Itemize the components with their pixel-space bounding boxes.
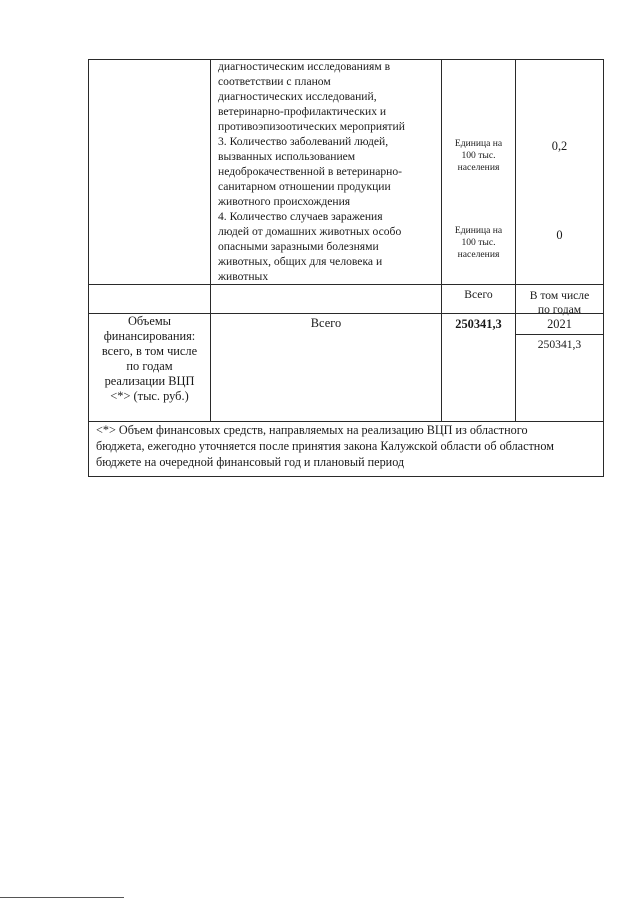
value-indicator-3: 0,2 <box>551 139 568 153</box>
indicator-line: вызванных использованием <box>218 150 356 163</box>
financing-label-line: по годам <box>126 359 173 373</box>
unit-line: населения <box>457 249 500 260</box>
indicator-line: животных <box>218 270 269 283</box>
financing-label-line: финансирования: <box>103 329 196 343</box>
indicator-line: опасными заразными болезнями <box>218 240 379 253</box>
financing-year: 2021 <box>547 317 572 331</box>
value-indicator-4: 0 <box>556 228 563 242</box>
indicator-line: противоэпизоотических мероприятий <box>218 120 405 133</box>
financing-label-line: <*> (тыс. руб.) <box>110 389 189 403</box>
indicator-line: 4. Количество случаев заражения <box>218 210 383 223</box>
unit-line: 100 тыс. <box>461 150 496 161</box>
financing-year-value: 250341,3 <box>537 338 582 351</box>
table-border-left <box>88 59 89 477</box>
indicator-line: соответствии с планом <box>218 75 331 88</box>
financing-label-line: Объемы <box>127 314 172 328</box>
footnote-line: бюджета, ежегодно уточняется после принятия закона Калужской области об областном <box>96 439 554 453</box>
page-bottom-rule <box>0 897 124 898</box>
col-divider-1 <box>210 59 211 421</box>
indicator-line: 3. Количество заболеваний людей, <box>218 135 389 148</box>
indicator-line: ветеринарно-профилактических и <box>218 105 387 118</box>
table-border-right <box>603 59 604 477</box>
indicator-line: санитарном отношении продукции <box>218 180 391 193</box>
indicator-line: людей от домашних животных особо <box>218 225 402 238</box>
unit-line: 100 тыс. <box>461 237 496 248</box>
row-divider-header <box>88 284 604 285</box>
indicator-line: недоброкачественной в ветеринарно- <box>218 165 403 178</box>
financing-label-line: реализации ВЦП <box>104 374 195 388</box>
row-divider-footnote <box>88 421 604 422</box>
year-cell-divider <box>515 334 604 335</box>
unit-line: Единица на <box>454 138 503 149</box>
indicator-line: диагностических исследований, <box>218 90 377 103</box>
footnote-line: бюджете на очередной финансовый год и плановый период <box>96 455 405 469</box>
header-by-years-line: по годам <box>537 303 582 316</box>
indicator-line: животных, общих для человека и <box>218 255 383 268</box>
unit-line: населения <box>457 162 500 173</box>
indicator-line: животного происхождения <box>218 195 351 208</box>
financing-label-line: всего, в том числе <box>101 344 198 358</box>
financing-total-value: 250341,3 <box>455 317 502 331</box>
table-border-bottom <box>88 476 604 477</box>
header-total: Всего <box>464 288 493 301</box>
unit-line: Единица на <box>454 225 503 236</box>
financing-total-label: Всего <box>310 316 342 330</box>
footnote-line: <*> Объем финансовых средств, направляемых на реализацию ВЦП из областного <box>96 423 528 437</box>
indicator-line: диагностическим исследованиям в <box>218 60 391 73</box>
header-by-years-line: В том числе <box>529 289 590 302</box>
